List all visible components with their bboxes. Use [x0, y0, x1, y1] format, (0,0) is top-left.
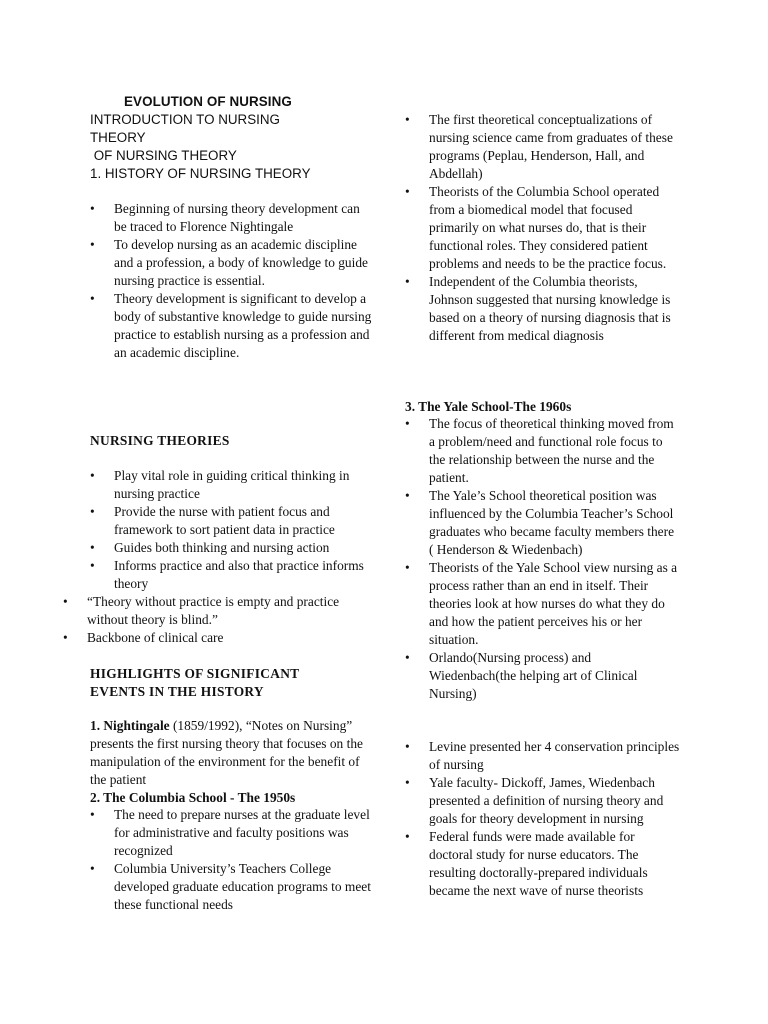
document-title: EVOLUTION OF NURSING — [124, 94, 292, 109]
intro-line: 1. HISTORY OF NURSING THEORY — [90, 166, 311, 181]
list-item: • Play vital role in guiding critical thinking in nursing practice — [90, 467, 372, 503]
yale-list — [405, 415, 681, 703]
right-top-list-block — [405, 111, 681, 345]
intro-block — [90, 111, 380, 183]
list-item: • The need to prepare nurses at the graduate level for administrative and faculty positions was recognized — [90, 806, 372, 860]
list-item: • To develop nursing as an academic discipline and a profession, a body of knowledge to guide nursing practice is essential. — [90, 236, 372, 290]
highlights-heading-line: HIGHLIGHTS OF SIGNIFICANT — [90, 666, 300, 681]
intro-line: OF NURSING THEORY — [90, 148, 237, 163]
list-item: • Orlando(Nursing process) and Wiedenbach(the helping art of Clinical Nursing) — [405, 649, 681, 703]
list-item: • The focus of theoretical thinking moved from a problem/need and functional role focus to the relationship between the nurse and the patient. — [405, 415, 681, 487]
columbia-heading: 2. The Columbia School - The 1950s — [90, 790, 296, 805]
list-item: • Provide the nurse with patient focus and framework to sort patient data in practice — [90, 503, 372, 539]
theories-outer-list-block — [63, 593, 353, 647]
list-item: • Columbia University’s Teachers College developed graduate education programs to meet these functional needs — [90, 860, 372, 914]
list-item: • Theorists of the Yale School view nursing as a process rather than an end in itself. Their theories look at how nurses do what they do and how the patient perceives his or her situation. — [405, 559, 681, 649]
list-item: • Informs practice and also that practice informs theory — [90, 557, 372, 593]
list-item: • The Yale’s School theoretical position was influenced by the Columbia Teacher’s School graduates who became faculty members there ( Henderson & Wiedenbach) — [405, 487, 681, 559]
columbia-list — [90, 806, 372, 914]
history-list — [90, 200, 372, 362]
highlights-heading-line: EVENTS IN THE HISTORY — [90, 684, 264, 699]
list-item: • Independent of the Columbia theorists, Johnson suggested that nursing knowledge is based on a theory of nursing diagnosis that is different from medical diagnosis — [405, 273, 681, 345]
yale-list-2-block — [405, 738, 681, 900]
nightingale-label: 1. Nightingale — [90, 718, 170, 733]
list-item: • Theory development is significant to develop a body of substantive knowledge to guide nursing practice to establish nursing as a profession and an academic discipline. — [90, 290, 372, 362]
columbia-list-block — [90, 806, 372, 914]
theories-outer-list — [63, 593, 353, 647]
list-item: • Backbone of clinical care — [63, 629, 353, 647]
highlights-heading — [90, 665, 380, 701]
nightingale-text: (1859/1992), “Notes on Nursing” presents the first nursing theory that focuses on the manipulation of the environment for the benefit of the patient — [90, 718, 363, 787]
yale-list-2 — [405, 738, 681, 900]
intro-line: THEORY — [90, 130, 146, 145]
history-list-block — [90, 200, 372, 362]
intro-line: INTRODUCTION TO NURSING — [90, 112, 280, 127]
list-item: • Beginning of nursing theory development can be traced to Florence Nightingale — [90, 200, 372, 236]
list-item: • Theorists of the Columbia School operated from a biomedical model that focused primarily on what nurses do, that is their functional roles. They considered patient problems and needs to be the practice focus. — [405, 183, 681, 273]
list-item: • “Theory without practice is empty and practice without theory is blind.” — [63, 593, 353, 629]
list-item: • Yale faculty- Dickoff, James, Wiedenbach presented a definition of nursing theory and goals for theory development in nursing — [405, 774, 681, 828]
nightingale-paragraph — [90, 717, 370, 789]
yale-list-block — [405, 415, 681, 703]
list-item: • Federal funds were made available for doctoral study for nurse educators. The resulting doctorally-prepared individuals became the next wave of nurse theorists — [405, 828, 681, 900]
list-item: • Levine presented her 4 conservation principles of nursing — [405, 738, 681, 774]
list-item: • The first theoretical conceptualizations of nursing science came from graduates of these programs (Peplau, Henderson, Hall, and Abdellah) — [405, 111, 681, 183]
theories-list — [90, 467, 372, 593]
yale-heading: 3. The Yale School-The 1960s — [405, 399, 572, 414]
theories-list-block — [90, 467, 372, 593]
nursing-theories-heading: NURSING THEORIES — [90, 433, 230, 448]
right-top-list — [405, 111, 681, 345]
list-item: • Guides both thinking and nursing action — [90, 539, 372, 557]
